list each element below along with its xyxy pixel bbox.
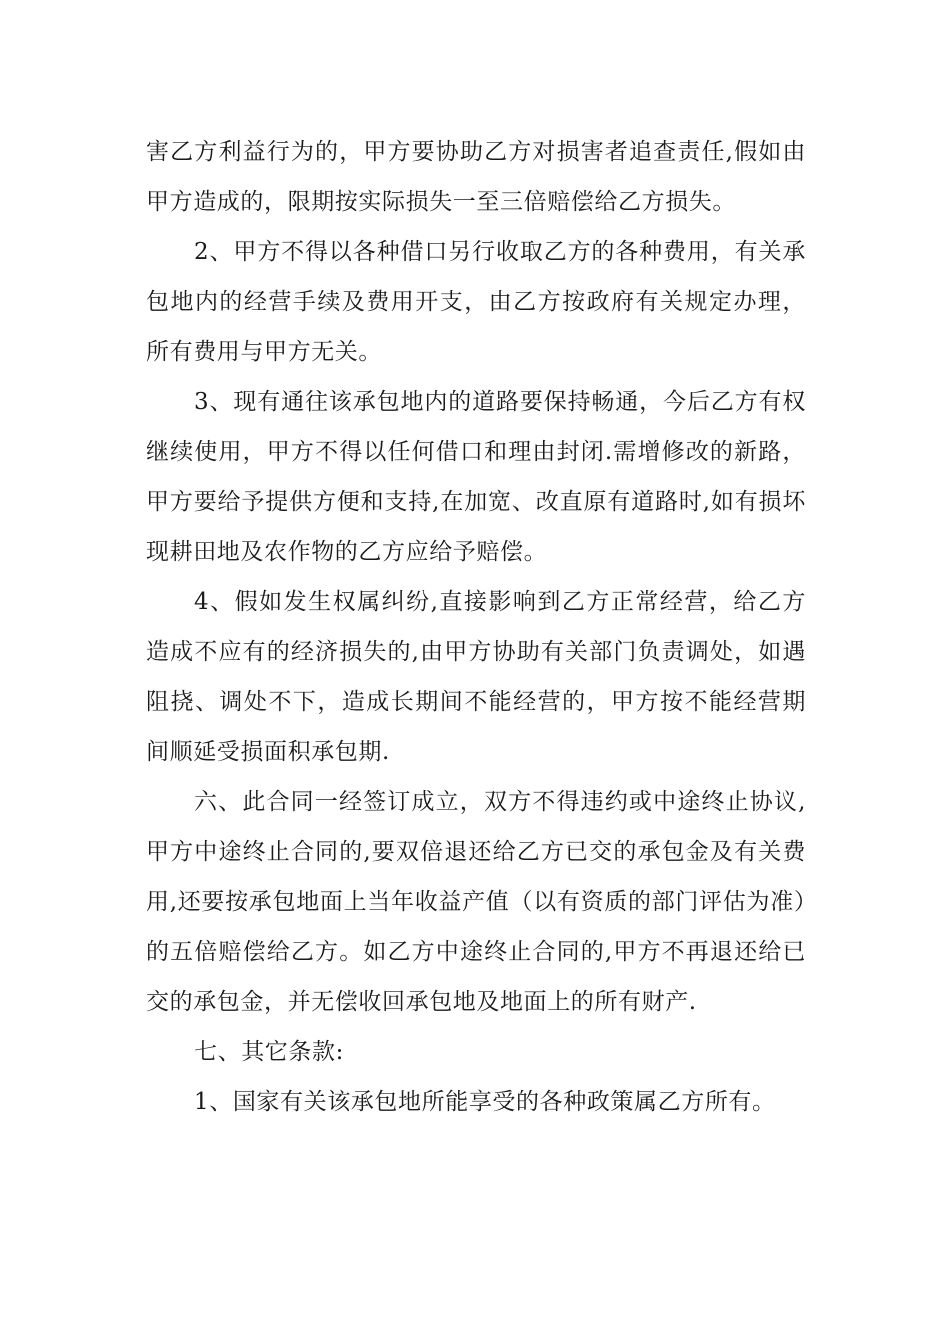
paragraph-clause-3: 3、现有通往该承包地内的道路要保持畅通，今后乙方有权继续使用，甲方不得以任何借口和理由封闭.需增修改的新路，甲方要给予提供方便和支持,在加宽、改直原有道路时,如有损坏现耕田地及农作物的乙方应给予赔偿。 [146, 389, 806, 565]
document-body [146, 127, 806, 1127]
paragraph-continuation: 害乙方利益行为的，甲方要协助乙方对损害者追查责任,假如由甲方造成的，限期按实际损失一至三倍赔偿给乙方损失。 [146, 139, 806, 215]
paragraph-section-7-heading: 七、其它条款: [194, 1039, 344, 1065]
paragraph-section-7-clause-1: 1、国家有关该承包地所能享受的各种政策属乙方所有。 [194, 1089, 776, 1115]
paragraph-clause-4: 4、假如发生权属纠纷,直接影响到乙方正常经营，给乙方造成不应有的经济损失的,由甲方协助有关部门负责调处，如遇阻挠、调处不下，造成长期间不能经营的，甲方按不能经营期间顺延受损面积承包期. [146, 589, 806, 765]
paragraph-clause-2: 2、甲方不得以各种借口另行收取乙方的各种费用，有关承包地内的经营手续及费用开支，由乙方按政府有关规定办理，所有费用与甲方无关。 [146, 239, 806, 365]
paragraph-section-6: 六、此合同一经签订成立，双方不得违约或中途终止协议,甲方中途终止合同的,要双倍退还给乙方已交的承包金及有关费用,还要按承包地面上当年收益产值（以有资质的部门评估为准）的五倍赔偿给乙方。如乙方中途终止合同的,甲方不再退还给已交的承包金，并无偿收回承包地及地面上的所有财产. [146, 789, 806, 1015]
